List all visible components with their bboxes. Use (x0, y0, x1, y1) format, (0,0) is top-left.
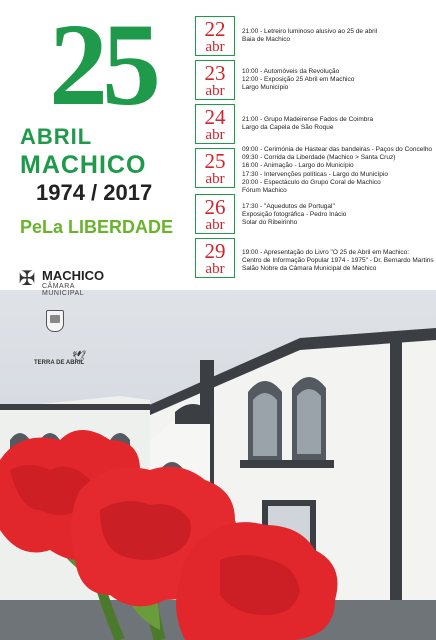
date-month: abr (205, 261, 225, 277)
municipality-logo (16, 266, 116, 297)
event-details-25 (242, 146, 432, 195)
slogan: PeLa LIBERDADE (20, 217, 174, 237)
event-line: Solar do Ribeirinho (242, 219, 298, 227)
event-details-22 (242, 28, 432, 44)
event-line: 21:00 - Grupo Madeirense Fados de Coimbra (242, 116, 374, 123)
municipality-subtitle: CÂMARA MUNICIPAL (42, 283, 85, 297)
dove-icon: 🕊 (72, 351, 86, 363)
event-line: 10:00 - Automóveis da Revolução (242, 68, 340, 75)
coat-of-arms-icon (46, 310, 64, 332)
event-line: 09:00 - Cerimónia de Hastear das bandeiras - Paços do Concelho (242, 146, 433, 153)
date-badge-23 (195, 60, 235, 100)
event-line: 19:00 - Apresentação do Livro "O 25 de Abril em Machico: (242, 249, 410, 256)
date-day: 23 (204, 61, 226, 85)
municipality-mark-icon: ✠ (18, 268, 36, 290)
photo-scene (0, 290, 436, 640)
event-line: Largo da Capela de São Roque (242, 124, 334, 132)
terra-de-abril-logo (28, 350, 88, 372)
date-day: 24 (204, 105, 226, 129)
date-badge-26 (195, 194, 235, 234)
event-line: Baia de Machico (242, 36, 291, 44)
red-carnations (0, 290, 436, 640)
date-month: abr (205, 217, 225, 233)
date-month: abr (205, 83, 225, 99)
event-line: 17:30 - "Aquedutos de Portugal" (242, 203, 335, 210)
event-line: 20:00 - Espectáculo do Grupo Coral de Machico (242, 178, 381, 186)
event-details-26 (242, 203, 432, 228)
date-badge-25 (195, 148, 235, 188)
date-day: 25 (204, 149, 226, 173)
date-day: 29 (204, 239, 226, 263)
date-badge-22 (195, 16, 235, 56)
event-line: 17:30 - Intervenções políticas - Largo do Município (242, 170, 388, 178)
event-line: Centro de Informação Popular 1974 - 1975" - Dr. Bernardo Martins (242, 257, 434, 265)
date-month: abr (205, 127, 225, 143)
event-line: 21:00 - Letreiro luminoso alusivo ao 25 de abril (242, 28, 378, 35)
event-line: Exposição fotográfica - Pedro Inácio (242, 211, 347, 219)
terra-de-abril-name: TERRA DE ABRIL (34, 360, 85, 366)
event-line: Largo Município (242, 84, 289, 92)
town-name: MACHICO (20, 151, 147, 179)
event-month: ABRIL (20, 124, 93, 149)
event-line: 09:30 - Corrida da Liberdade (Machico > Santa Cruz) (242, 154, 396, 162)
event-line: 12:00 - Exposição 25 Abril em Machico (242, 76, 355, 84)
event-years: 1974 / 2017 (36, 180, 153, 205)
event-line: Salão Nobre da Câmara Municipal de Machico (242, 265, 377, 273)
event-details-29 (242, 249, 432, 274)
event-details-23 (242, 68, 432, 93)
date-day: 26 (204, 195, 226, 219)
municipality-name: MACHICO (42, 268, 105, 283)
event-line: Fórum Machico (242, 187, 287, 195)
event-details-24 (242, 116, 432, 132)
date-badge-29 (195, 238, 235, 278)
date-badge-24 (195, 104, 235, 144)
date-month: abr (205, 171, 225, 187)
event-line: 16:00 - Animação - Largo do Município (242, 162, 354, 170)
date-day: 22 (204, 17, 226, 41)
event-number: 25 (49, 0, 155, 130)
date-month: abr (205, 39, 225, 55)
